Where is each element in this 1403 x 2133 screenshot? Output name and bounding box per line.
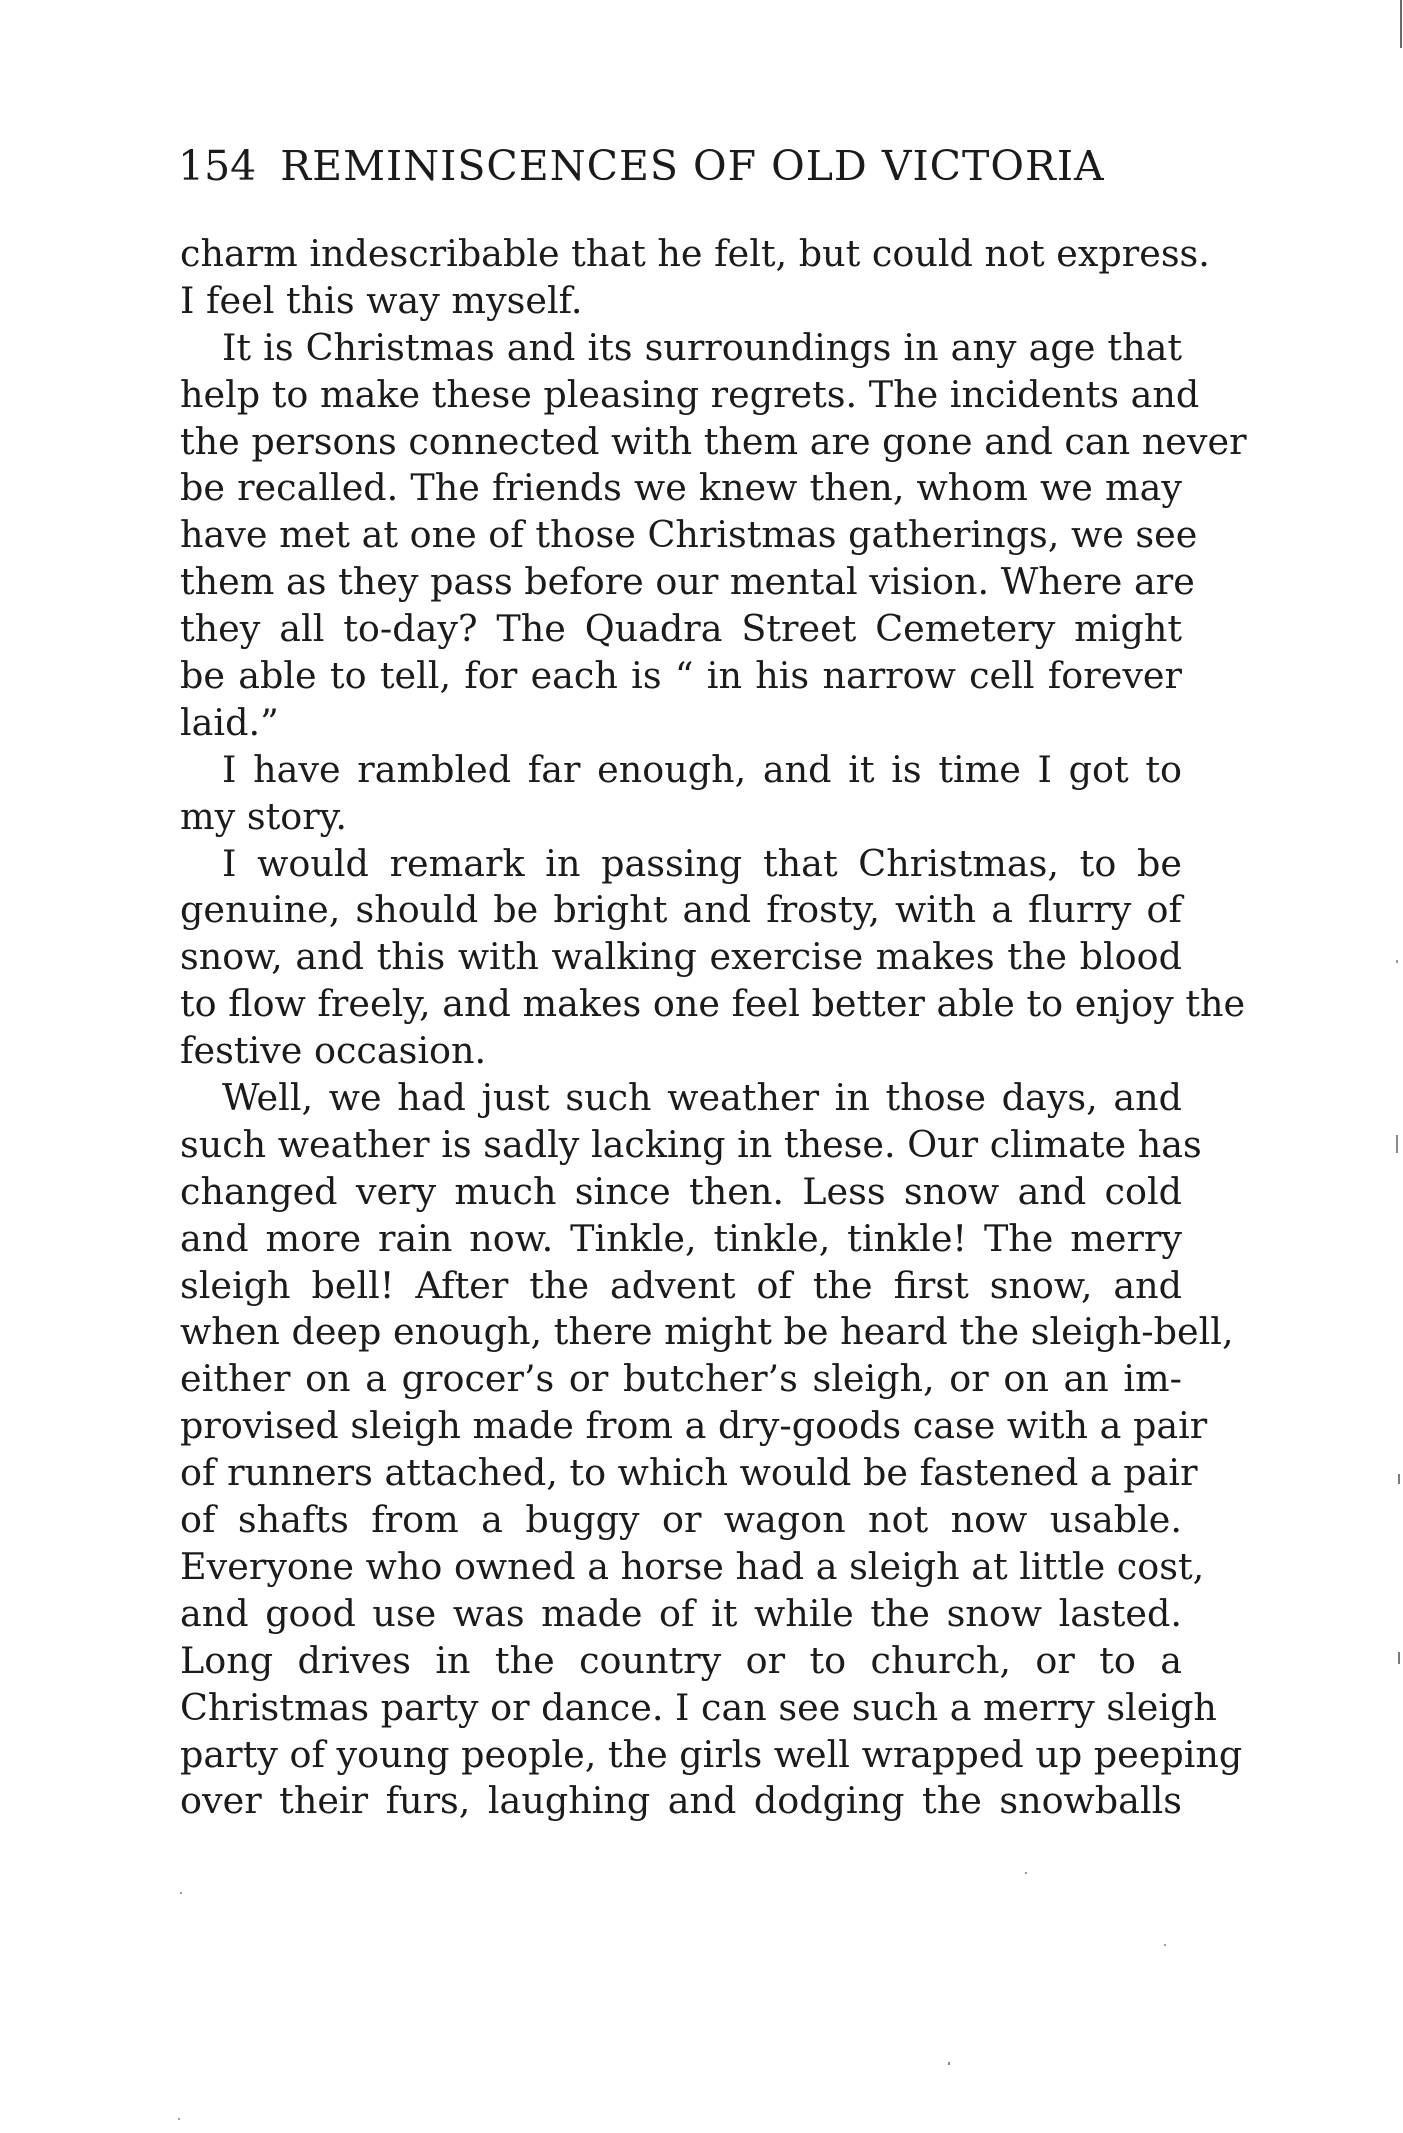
text-line: laid.” [180,700,279,744]
text-line: to flow freely, and makes one feel better able to enjoy the [180,982,1246,1026]
text-line: they all to-day? The Quadra Street Cemetery might [180,607,1182,651]
scan-mark [1396,1135,1398,1153]
text-line: over their furs, laughing and dodging the snowballs [180,1779,1182,1823]
text-line: my story. [180,794,348,838]
text-line: Long drives in the country or to church, or to a [180,1638,1182,1682]
scan-mark [178,2118,180,2120]
text-line: party of young people, the girls well wrapped up peeping [180,1732,1243,1776]
text-line: charm indescribable that he felt, but could not express. [180,232,1210,275]
running-head-title: REMINISCENCES OF OLD VICTORIA [280,142,1105,190]
text-line: have met at one of those Christmas gatherings, we see [180,513,1198,557]
scan-mark [948,2062,950,2065]
text-line: them as they pass before our mental vision. Where are [180,560,1195,604]
scan-mark [1400,0,1402,48]
scan-mark [1025,1872,1027,1874]
text-line: Well, we had just such weather in those days, and [222,1076,1182,1120]
text-line: Everyone who owned a horse had a sleigh at little cost, [180,1544,1205,1588]
text-line: Christmas party or dance. I can see such a merry sleigh [180,1685,1217,1729]
scan-mark [1398,1474,1400,1484]
text-line: and more rain now. Tinkle, tinkle, tinkle! The merry [180,1216,1182,1260]
text-line: help to make these pleasing regrets. The incidents and [180,372,1200,416]
text-line: I would remark in passing that Christmas, to be [222,841,1182,885]
text-line: provised sleigh made from a dry-goods case with a pair [180,1404,1208,1448]
scan-mark [1396,960,1398,963]
scan-mark [1164,1944,1166,1946]
scan-mark [180,1892,182,1894]
text-line: festive occasion. [180,1029,487,1073]
text-line: such weather is sadly lacking in these. Our climate has [180,1122,1202,1166]
text-line: It is Christmas and its surroundings in any age that [222,325,1182,369]
text-line: of shafts from a buggy or wagon not now usable. [180,1498,1182,1542]
text-line: changed very much since then. Less snow and cold [180,1169,1182,1213]
text-line: sleigh bell! After the advent of the first snow, and [180,1263,1182,1307]
text-line: either on a grocer’s or butcher’s sleigh, or on an im- [180,1357,1182,1401]
scan-mark [1398,1652,1400,1664]
text-line: of runners attached, to which would be fastened a pair [180,1451,1198,1495]
text-line: be able to tell, for each is “ in his narrow cell forever [180,654,1182,698]
text-line: when deep enough, there might be heard the sleigh-bell, [180,1310,1234,1354]
text-line: I feel this way myself. [180,278,583,322]
text-line: and good use was made of it while the snow lasted. [180,1591,1182,1635]
body-text [180,231,1247,1825]
text-line: be recalled. The friends we knew then, whom we may [180,466,1182,510]
text-line: the persons connected with them are gone and can never [180,419,1247,463]
page-number: 154 [178,142,257,190]
running-head [178,136,1188,196]
text-line: snow, and this with walking exercise makes the blood [180,935,1182,979]
text-line: genuine, should be bright and frosty, with a flurry of [180,888,1182,932]
text-line: I have rambled far enough, and it is time I got to [222,747,1182,791]
